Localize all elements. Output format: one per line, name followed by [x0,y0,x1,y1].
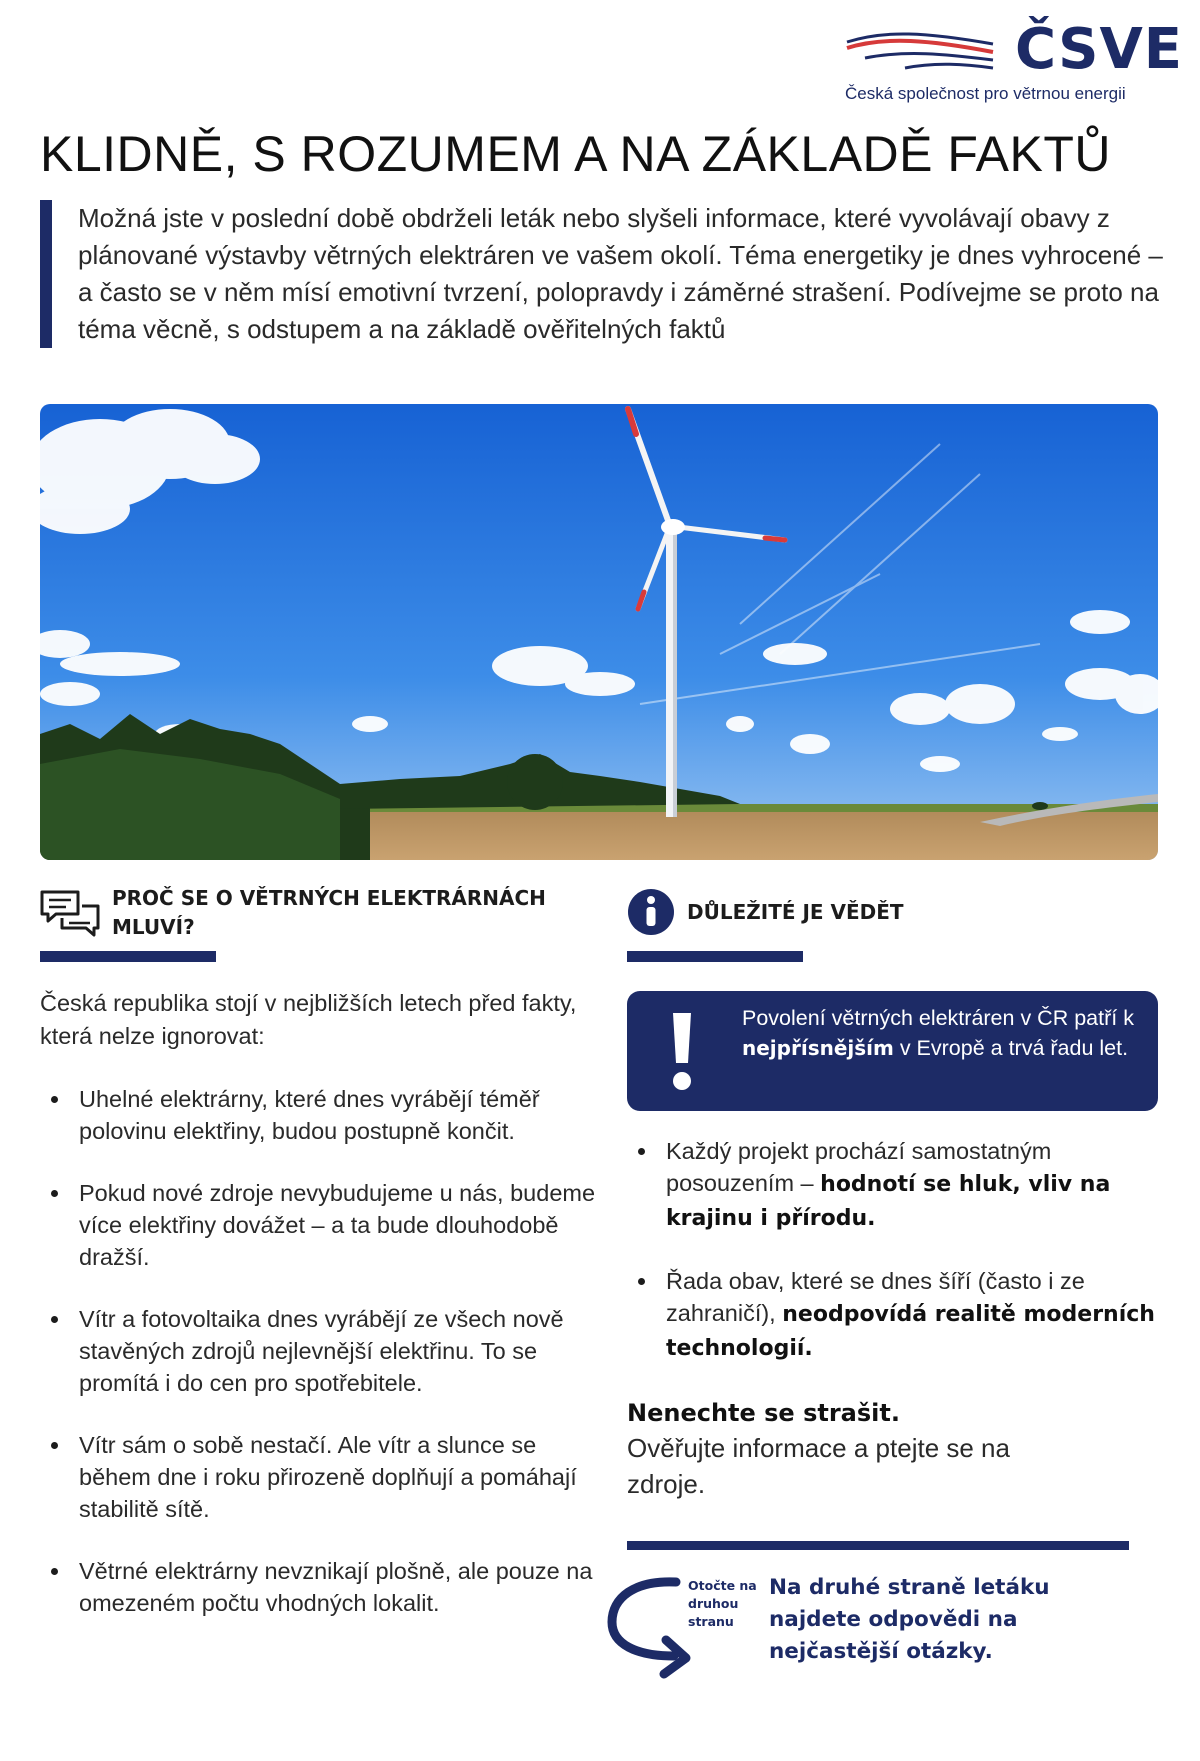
list-item [627,1265,1167,1365]
calm-heading: Nenechte se strašit. [627,1399,900,1427]
alert-box [627,991,1158,1111]
exclamation-icon [667,1009,697,1093]
why-list [40,1083,610,1649]
alert-text-before: Povolení větrných elektráren v ČR patří k [742,1006,1134,1030]
list-item [627,1135,1167,1235]
important-list [627,1135,1167,1395]
logo-wordmark: ČSVE [1015,17,1184,82]
wind-lines-icon [845,28,995,78]
why-section-header [38,884,546,942]
list-item: Pokud nové zdroje nevybudujeme u nás, budeme více elektřiny dovážet – a ta bude dlouhodobě dražší. [40,1177,610,1273]
why-section-rule [40,951,216,962]
calm-text: Ověřujte informace a ptejte se na zdroje. [627,1433,1010,1499]
list-item: Vítr sám o sobě nestačí. Ale vítr a slunce se během dne i roku přirozeně doplňují a pomáhají stabilitě sítě. [40,1429,610,1525]
speech-bubbles-icon [38,888,102,938]
logo-tagline: Česká společnost pro větrnou energii [845,84,1126,103]
important-section-header [627,888,904,936]
why-title-line2: MLUVÍ? [112,915,195,939]
list-item: Větrné elektrárny nevznikají plošně, ale pouze na omezeném počtu vhodných lokalit. [40,1555,610,1619]
list-item: Vítr a fotovoltaika dnes vyrábějí ze všech nově stavěných zdrojů nejlevnější elektřinu. To se promítá i do cen pro spotřebitele. [40,1303,610,1399]
why-title-line1: PROČ SE O VĚTRNÝCH ELEKTRÁRNÁCH [112,886,546,910]
turn-page-label: Otočte na druhou stranu [688,1578,757,1629]
list-item: Uhelné elektrárny, které dnes vyrábějí téměř polovinu elektřiny, budou postupně končit. [40,1083,610,1147]
important-section-title: DŮLEŽITÉ JE VĚDĚT [687,899,904,924]
list-item-text: Řada obav, které se dnes šíří (často i ze zahraničí), [666,1268,1085,1326]
page-title: KLIDNĚ, S ROZUMEM A NA ZÁKLADĚ FAKTŮ [40,126,1112,182]
why-section-title [112,884,546,942]
list-item-text: Každý projekt prochází samostatným posouzením – [666,1138,1052,1196]
wind-turbine-photo [40,404,1158,860]
alert-text [742,1003,1142,1063]
alert-text-after: v Evropě a trvá řadu let. [893,1036,1129,1060]
footer-rule [627,1541,1129,1550]
list-item-bold: neodpovídá realitě moderních technologií. [666,1302,1155,1361]
back-side-note: Na druhé straně letáku najdete odpovědi na nejčastější otázky. [769,1575,1050,1664]
important-section-rule [627,951,803,962]
info-icon [627,888,675,936]
list-item-bold: hodnotí se hluk, vliv na krajinu i přírodu. [666,1172,1111,1231]
intro-paragraph: Možná jste v poslední době obdrželi leták nebo slyšeli informace, které vyvolávají obavy z plánované výstavby větrných elektráren ve vašem okolí. Téma energetiky je dnes vyhrocené – a často se v něm mísí emotivní tvrzení, polopravdy i záměrné strašení. Podívejme se proto na téma věcně, s odstupem a na základě ověřitelných faktů [40,200,1170,348]
csve-logo [845,17,1184,108]
alert-text-bold: nejpřísnějším [742,1036,894,1060]
why-lead-text: Česká republika stojí v nejbližších letech před fakty, která nelze ignorovat: [40,990,577,1049]
